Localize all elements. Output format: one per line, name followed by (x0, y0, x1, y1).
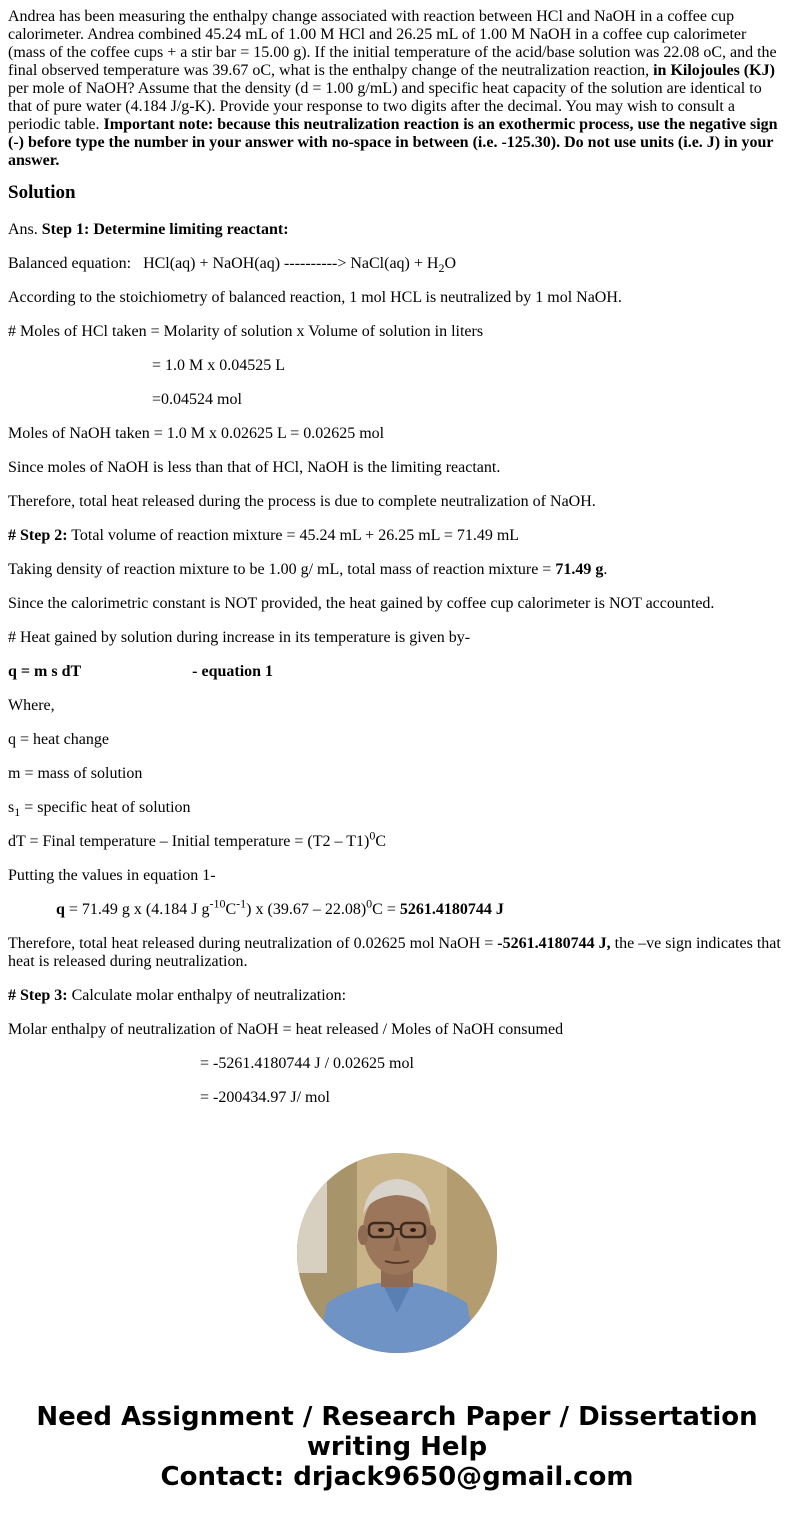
definition-q: q = heat change (8, 731, 109, 748)
moles-hcl-calc-1: = 1.0 M x 0.04525 L (152, 357, 286, 374)
putting-values-text: Putting the values in equation 1- (8, 867, 216, 884)
promo-line-1: Need Assignment / Research Paper / Dissertation (36, 1402, 758, 1432)
promo-contact[interactable]: Contact: drjack9650@gmail.com (160, 1462, 634, 1492)
question-important-note: Important note: because this neutralization reaction is an exothermic process, use the negative sign (-) before type the number in your answer with no-space in between (i.e. -125.30). Do not use units (i.e. J) in your answer. (8, 116, 778, 169)
molar-enthalpy-text: Molar enthalpy of neutralization of NaOH = heat released / Moles of NaOH consumed (8, 1021, 564, 1038)
step1-title: Ans. Step 1: Determine limiting reactant: (8, 221, 289, 238)
heat-gained-text: # Heat gained by solution during increase in its temperature is given by- (8, 629, 471, 646)
heat-calculation: q = 71.49 g x (4.184 J $g^{-10}C^{-1}$) x (39.67 – 22.08)$^0$C = 5261.4180744 J (56, 896, 504, 918)
moles-hcl-calc-2: =0.04524 mol (152, 391, 242, 408)
question-bold-unit: in Kilojoules (KJ) (653, 62, 775, 79)
step3-text: # Step 3: Calculate molar enthalpy of neutralization: (8, 987, 347, 1004)
heat-released-text: Therefore, total heat released during neutralization of 0.02625 mol NaOH = -5261.4180744 J, the –ve sign indicates that heat is released during neutralization. (8, 935, 781, 970)
moles-hcl-text: # Moles of HCl taken = Molarity of solution x Volume of solution in liters (8, 323, 484, 340)
definition-s: $s_1$ = specific heat of solution (8, 799, 191, 820)
promo-banner (0, 1402, 794, 1492)
where-text: Where, (8, 697, 55, 714)
equation-1: q = m s dT - equation 1 (8, 663, 274, 680)
molar-enthalpy-calc-2: = -200434.97 J/ mol (200, 1089, 330, 1106)
limiting-reactant-text: Since moles of NaOH is less than that of HCl, NaOH is the limiting reactant. (8, 459, 501, 476)
question-text: Andrea has been measuring the enthalpy change associated with reaction between HCl and NaOH in a coffee cup calorimeter. Andrea combined 45.24 mL of 1.00 M HCl and 26.25 mL of 1.00 M NaOH in a coffee cup calorimeter (mass of the coffee cups + a stir bar = 15.00 g). If the initial temperature of the acid/base solution was 22.08 oC, and the final observed temperature was 39.67 oC, what is the enthalpy change of the neutralization reaction, in Kilojoules (KJ) per mole of NaOH? Assume that the density (d = 1.00 g/mL) and specific heat capacity of the solution are identical to that of pure water (4.184 J/g-K). Provide your response to two digits after the decimal. You may wish to consult a periodic table. Important note: because this neutralization reaction is an exothermic process, use the negative sign (-) before type the number in your answer with no-space in between (i.e. -125.30). Do not use units (i.e. J) in your answer. (8, 8, 778, 169)
definition-dt: dT = Final temperature – Initial temperature = (T2 – T1)$^0$C (8, 828, 387, 850)
document-content (8, 8, 786, 1123)
stoichiometry-text: According to the stoichiometry of balanced reaction, 1 mol HCL is neutralized by 1 mol NaOH. (8, 289, 622, 306)
definition-m: m = mass of solution (8, 765, 143, 782)
solution-heading: Solution (8, 182, 76, 203)
density-text: Taking density of reaction mixture to be 1.00 g/ mL, total mass of reaction mixture = 71.49 g. (8, 561, 608, 578)
molar-enthalpy-calc-1: = -5261.4180744 J / 0.02625 mol (200, 1055, 414, 1072)
balanced-equation: Balanced equation: HCl(aq) + NaOH(aq) ----------> NaCl(aq) + $H_2O$ (8, 255, 457, 276)
portrait-icon (297, 1153, 497, 1353)
avatar (297, 1153, 497, 1353)
step2-text: # Step 2: Total volume of reaction mixture = 45.24 mL + 26.25 mL = 71.49 mL (8, 527, 520, 544)
moles-naoh-text: Moles of NaOH taken = 1.0 M x 0.02625 L = 0.02625 mol (8, 425, 385, 442)
promo-line-2: writing Help (306, 1432, 488, 1462)
calorimetric-text: Since the calorimetric constant is NOT provided, the heat gained by coffee cup calorimeter is NOT accounted. (8, 595, 715, 612)
heat-source-text: Therefore, total heat released during the process is due to complete neutralization of NaOH. (8, 493, 596, 510)
